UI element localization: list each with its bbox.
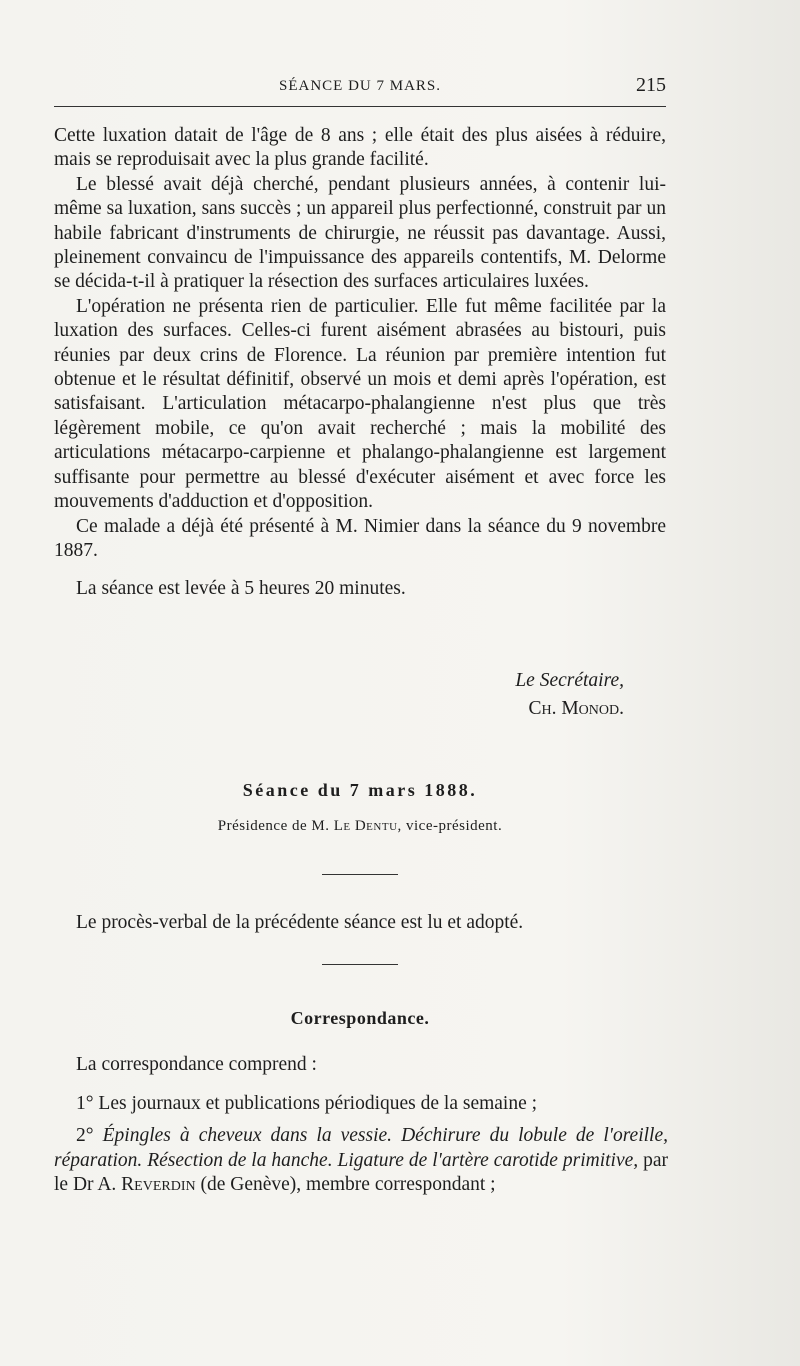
header-rule bbox=[54, 106, 666, 107]
closing-line: La séance est levée à 5 heures 20 minutes. bbox=[76, 578, 406, 600]
item-author: Reverdin bbox=[121, 1174, 196, 1196]
paragraph: Le blessé avait déjà cherché, pendant plusieurs années, à contenir lui-même sa luxation, sans succès ; un appareil plus perfectionné, construit par un habile fabricant d'instruments de chirurgie, ne réussit pas davantage. Aussi, pleinement convaincu de l'impuissance des appareils contentifs, M. Delorme se décida-t-il à pratiquer la résection des surfaces articulaires luxées. bbox=[54, 173, 666, 293]
presidency-line bbox=[54, 818, 666, 835]
body-text bbox=[54, 124, 666, 602]
signature-name: Ch. Monod. bbox=[528, 698, 624, 719]
list-item: 1° Les journaux et publications périodiques de la semaine ; bbox=[76, 1093, 538, 1114]
correspondence-heading: Correspondance. bbox=[290, 1008, 430, 1028]
item-by: par le Dr A. bbox=[54, 1149, 669, 1196]
correspondence-intro: La correspondance comprend : bbox=[76, 1054, 317, 1075]
running-title: SÉANCE DU 7 MARS. bbox=[278, 78, 442, 94]
paragraph: Ce malade a déjà été présenté à M. Nimier dans la séance du 9 novembre 1887. bbox=[54, 515, 666, 561]
minutes-line: Le procès-verbal de la précédente séance est lu et adopté. bbox=[76, 912, 524, 933]
item-number: 2° bbox=[76, 1125, 94, 1147]
presidency-name: Le Dentu bbox=[333, 818, 398, 834]
section-divider bbox=[322, 874, 398, 875]
paragraph: Cette luxation datait de l'âge de 8 ans ; elle était des plus aisées à réduire, mais se reproduisait avec la plus grande facilité. bbox=[54, 125, 666, 171]
list-item bbox=[54, 1124, 668, 1197]
correspondence-list bbox=[54, 1092, 668, 1206]
page-header bbox=[54, 72, 666, 102]
paragraph: L'opération ne présenta rien de particulier. Elle fut même facilitée par la luxation des surfaces. Celles-ci furent aisément abrasées au bistouri, puis réunies par deux crins de Florence. La réunion par première intention fut obtenue et le résultat définitif, observé un mois et demi après l'opération, est satisfaisant. L'articulation métacarpo-phalangienne n'est plus que très légèrement mobile, ce qu'on avait recherché ; mais la mobilité des articulations métacarpo-carpienne et phalango-phalangienne est largement suffisante pour permettre au blessé d'exécuter aisément et avec force les mouvements d'adduction et d'opposition. bbox=[54, 295, 666, 513]
section-divider bbox=[322, 964, 398, 965]
session-title: Séance du 7 mars 1888. bbox=[242, 780, 478, 800]
presidency-prefix: Présidence de M. bbox=[217, 818, 330, 834]
page-number: 215 bbox=[636, 74, 666, 96]
signature-title: Le Secrétaire, bbox=[515, 670, 624, 691]
presidency-suffix: , vice-président. bbox=[397, 818, 503, 834]
item-titles: Épingles à cheveux dans la vessie. Déchirure du lobule de l'oreille, réparation. Résection de la hanche. Ligature de l'artère carotide primitive, bbox=[54, 1125, 668, 1171]
signature-block bbox=[54, 670, 624, 720]
item-rest: (de Genève), membre correspondant ; bbox=[200, 1174, 496, 1196]
